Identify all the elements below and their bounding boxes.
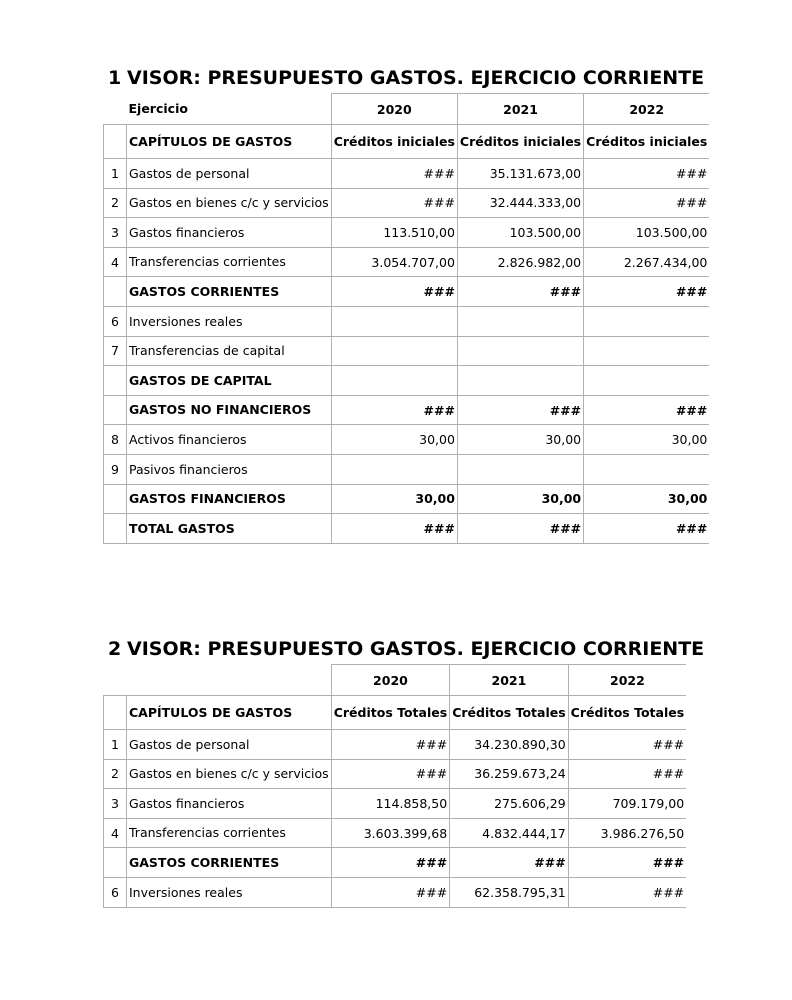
subheader-2021: Créditos iniciales [457, 125, 583, 159]
value-2021: 34.230.890,30 [450, 730, 568, 760]
value-2020: 3.054.707,00 [331, 247, 457, 277]
subheader-2022: Créditos iniciales [584, 125, 710, 159]
value-2020: ### [331, 514, 457, 544]
table-row [104, 789, 687, 819]
chapter-label: Inversiones reales [127, 306, 332, 336]
value-2022: 103.500,00 [584, 218, 710, 248]
chapter-label: Gastos de personal [127, 159, 332, 189]
value-2021 [457, 306, 583, 336]
value-2022: 30,00 [584, 484, 710, 514]
value-2022: ### [568, 759, 686, 789]
value-2021: ### [450, 848, 568, 878]
table-row [104, 277, 710, 307]
table-row [104, 188, 710, 218]
chapter-label: Transferencias corrientes [127, 818, 332, 848]
section-title-text: VISOR: PRESUPUESTO GASTOS. EJERCICIO CORRIENTE [127, 638, 705, 660]
value-2020: ### [331, 730, 449, 760]
year-header-row [104, 665, 687, 696]
value-2021: 30,00 [457, 425, 583, 455]
chapter-label: Gastos en bienes c/c y servicios [127, 759, 332, 789]
value-2022: ### [568, 848, 686, 878]
value-2022: ### [568, 877, 686, 907]
value-2022 [584, 336, 710, 366]
value-2021: 103.500,00 [457, 218, 583, 248]
table-row [104, 818, 687, 848]
budget-table-totals [103, 664, 686, 908]
year-2020-header: 2020 [331, 665, 449, 696]
table-row [104, 306, 710, 336]
table-row [104, 336, 710, 366]
chapter-label: Gastos en bienes c/c y servicios [127, 188, 332, 218]
chapter-label: Transferencias de capital [127, 336, 332, 366]
chapter-label: Inversiones reales [127, 877, 332, 907]
chapter-number [104, 848, 127, 878]
value-2020: ### [331, 848, 449, 878]
table-row [104, 218, 710, 248]
chapter-number [104, 277, 127, 307]
value-2020 [331, 366, 457, 396]
table-row [104, 484, 710, 514]
chapter-label: GASTOS CORRIENTES [127, 848, 332, 878]
value-2022: 709.179,00 [568, 789, 686, 819]
subheader-row [104, 125, 710, 159]
value-2020: ### [331, 159, 457, 189]
chapter-number: 6 [104, 877, 127, 907]
table-row [104, 247, 710, 277]
value-2021: ### [457, 514, 583, 544]
section-1-title [108, 66, 705, 90]
chapter-number: 1 [104, 730, 127, 760]
year-2022-header: 2022 [568, 665, 686, 696]
chapter-label: GASTOS CORRIENTES [127, 277, 332, 307]
table-row [104, 877, 687, 907]
year-2021-header: 2021 [450, 665, 568, 696]
chapter-label: GASTOS FINANCIEROS [127, 484, 332, 514]
chapter-label: Gastos de personal [127, 730, 332, 760]
year-2022-header: 2022 [584, 94, 710, 125]
value-2021: ### [457, 395, 583, 425]
chapter-number: 9 [104, 454, 127, 484]
value-2020 [331, 454, 457, 484]
subheader-2020: Créditos Totales [331, 696, 449, 730]
value-2022 [584, 366, 710, 396]
chapter-label: Transferencias corrientes [127, 247, 332, 277]
chapters-header: CAPÍTULOS DE GASTOS [127, 125, 332, 159]
value-2020: ### [331, 395, 457, 425]
value-2021: 32.444.333,00 [457, 188, 583, 218]
chapter-number: 4 [104, 818, 127, 848]
value-2020: 114.858,50 [331, 789, 449, 819]
value-2020 [331, 306, 457, 336]
value-2022: ### [584, 395, 710, 425]
value-2020: ### [331, 188, 457, 218]
value-2021: 275.606,29 [450, 789, 568, 819]
table-row [104, 425, 710, 455]
table-row [104, 848, 687, 878]
chapter-label: Gastos financieros [127, 218, 332, 248]
value-2022: 30,00 [584, 425, 710, 455]
chapter-number: 7 [104, 336, 127, 366]
chapter-number: 3 [104, 789, 127, 819]
chapter-label: Pasivos financieros [127, 454, 332, 484]
value-2020: ### [331, 877, 449, 907]
chapter-number: 1 [104, 159, 127, 189]
table-row [104, 454, 710, 484]
table-row [104, 730, 687, 760]
value-2021: 2.826.982,00 [457, 247, 583, 277]
value-2022: 3.986.276,50 [568, 818, 686, 848]
value-2021: 35.131.673,00 [457, 159, 583, 189]
chapter-label: GASTOS DE CAPITAL [127, 366, 332, 396]
chapter-number [104, 395, 127, 425]
chapter-label: GASTOS NO FINANCIEROS [127, 395, 332, 425]
chapter-number: 8 [104, 425, 127, 455]
value-2022: ### [568, 730, 686, 760]
chapter-label: TOTAL GASTOS [127, 514, 332, 544]
chapter-number: 2 [104, 759, 127, 789]
section-2-title [108, 637, 705, 661]
value-2020: 30,00 [331, 484, 457, 514]
value-2021: 30,00 [457, 484, 583, 514]
subheader-2020: Créditos iniciales [331, 125, 457, 159]
chapter-number: 6 [104, 306, 127, 336]
value-2020: 30,00 [331, 425, 457, 455]
value-2021: 36.259.673,24 [450, 759, 568, 789]
table-row [104, 759, 687, 789]
value-2021 [457, 336, 583, 366]
subheader-2022: Créditos Totales [568, 696, 686, 730]
value-2021: ### [457, 277, 583, 307]
section-number: 2 [108, 638, 122, 660]
value-2020: 3.603.399,68 [331, 818, 449, 848]
chapter-number: 3 [104, 218, 127, 248]
chapter-label: Gastos financieros [127, 789, 332, 819]
table-row [104, 395, 710, 425]
section-number: 1 [108, 67, 122, 89]
value-2021 [457, 366, 583, 396]
chapter-number [104, 514, 127, 544]
chapters-header: CAPÍTULOS DE GASTOS [127, 696, 332, 730]
value-2022: ### [584, 514, 710, 544]
value-2022: ### [584, 159, 710, 189]
value-2021: 62.358.795,31 [450, 877, 568, 907]
value-2022: ### [584, 277, 710, 307]
value-2022 [584, 454, 710, 484]
subheader-row [104, 696, 687, 730]
ejercicio-label: Ejercicio [127, 94, 332, 125]
value-2020: ### [331, 759, 449, 789]
value-2020 [331, 336, 457, 366]
value-2020: ### [331, 277, 457, 307]
table-row [104, 159, 710, 189]
value-2020: 113.510,00 [331, 218, 457, 248]
year-header-row [104, 94, 710, 125]
subheader-2021: Créditos Totales [450, 696, 568, 730]
value-2021 [457, 454, 583, 484]
table-row [104, 366, 710, 396]
section-title-text: VISOR: PRESUPUESTO GASTOS. EJERCICIO CORRIENTE [127, 67, 705, 89]
year-2021-header: 2021 [457, 94, 583, 125]
budget-table-initial [103, 93, 709, 544]
value-2022: ### [584, 188, 710, 218]
value-2022 [584, 306, 710, 336]
chapter-number: 4 [104, 247, 127, 277]
chapter-label: Activos financieros [127, 425, 332, 455]
table-row [104, 514, 710, 544]
year-2020-header: 2020 [331, 94, 457, 125]
chapter-number [104, 484, 127, 514]
chapter-number: 2 [104, 188, 127, 218]
value-2022: 2.267.434,00 [584, 247, 710, 277]
value-2021: 4.832.444,17 [450, 818, 568, 848]
chapter-number [104, 366, 127, 396]
